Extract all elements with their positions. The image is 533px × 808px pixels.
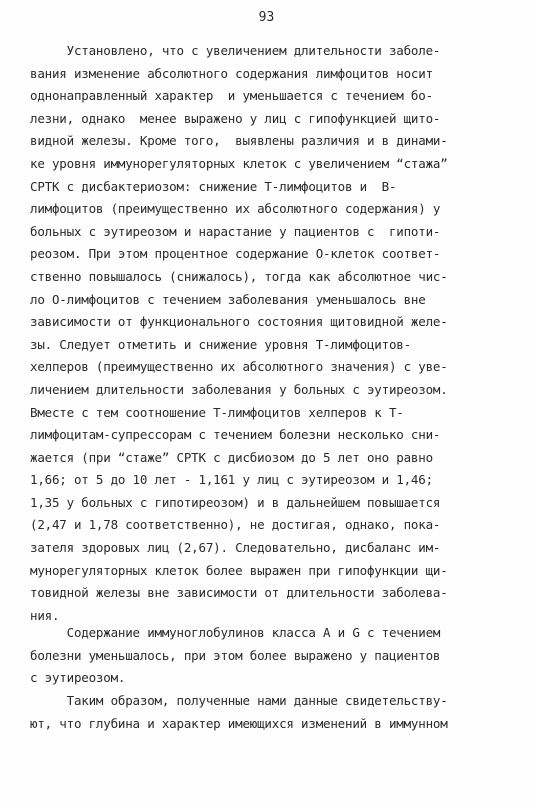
text-line: мунорегуляторных клеток более выражен при гипофункции щи- (30, 562, 448, 578)
text-line: хелперов (преимущественно их абсолютного значения) с уве- (30, 359, 448, 375)
text-line: Содержание иммуноглобулинов класса А и G с течением (30, 625, 441, 640)
text-line: больных с эутиреозом и нарастание у пациентов с гипоти- (30, 223, 441, 239)
text-line: 1,66; от 5 до 10 лет - 1,161 у лиц с эутиреозом и 1,46; (30, 472, 433, 488)
paragraph-3 (30, 690, 510, 735)
text-line: лезни, однако менее выражено у лиц с гипофункцией щито- (30, 110, 441, 126)
text-line: однонаправленный характер и уменьшается с течением бо- (30, 88, 433, 104)
text-line: (2,47 и 1,78 соответственно), не достигая, однако, пока- (30, 517, 441, 533)
text-line: жается (при “стаже” СРТК с дисбиозом до 5 лет оно равно (30, 449, 433, 465)
text-line: Установлено, что с увеличением длительности заболе- (30, 43, 441, 58)
text-line: ло О-лимфоцитов с течением заболевания уменьшалось вне (30, 291, 426, 307)
text-line: реозом. При этом процентное содержание О-клеток соответ- (30, 246, 441, 262)
text-line: ственно повышалось (снижалось), тогда как абсолютное чис- (30, 268, 448, 284)
text-line: зателя здоровых лиц (2,67). Следовательно, дисбаланс им- (30, 540, 441, 556)
page-number: 93 (258, 10, 275, 25)
text-line: 1,35 у больных с гипотиреозом) и в дальнейшем повышается (30, 494, 441, 510)
text-line: лимфоцитов (преимущественно их абсолютного содержания) у (30, 201, 441, 217)
text-line: ют, что глубина и характер имеющихся изменений в иммунном (30, 715, 448, 731)
paragraph-1 (30, 40, 510, 627)
paragraph-2 (30, 622, 510, 690)
text-line: лимфоцитам-супрессорам с течением болезни несколько сни- (30, 427, 441, 443)
text-line: ния. (30, 607, 60, 623)
text-line: личением длительности заболевания у больных с эутиреозом. (30, 381, 448, 397)
text-line: зы. Следует отметить и снижение уровня Т-лимфоцитов- (30, 336, 411, 352)
text-line: Таким образом, полученные нами данные свидетельству- (30, 693, 448, 708)
text-line: вания изменение абсолютного содержания лимфоцитов носит (30, 65, 433, 81)
text-line: Вместе с тем соотношение Т-лимфоцитов хелперов к Т- (30, 404, 404, 420)
text-line: видной железы. Кроме того, выявлены различия и в динами- (30, 133, 448, 149)
text-line: болезни уменьшалось, при этом более выражено у пациентов (30, 647, 441, 663)
text-line: зависимости от функционального состояния щитовидной желе- (30, 314, 448, 330)
text-line: товидной железы вне зависимости от длительности заболева- (30, 585, 448, 601)
text-line: ке уровня иммунорегуляторных клеток с увеличением “стажа” (30, 155, 448, 171)
text-line: СРТК с дисбактериозом: снижение Т-лимфоцитов и В- (30, 178, 397, 194)
text-line: с эутиреозом. (30, 670, 126, 686)
